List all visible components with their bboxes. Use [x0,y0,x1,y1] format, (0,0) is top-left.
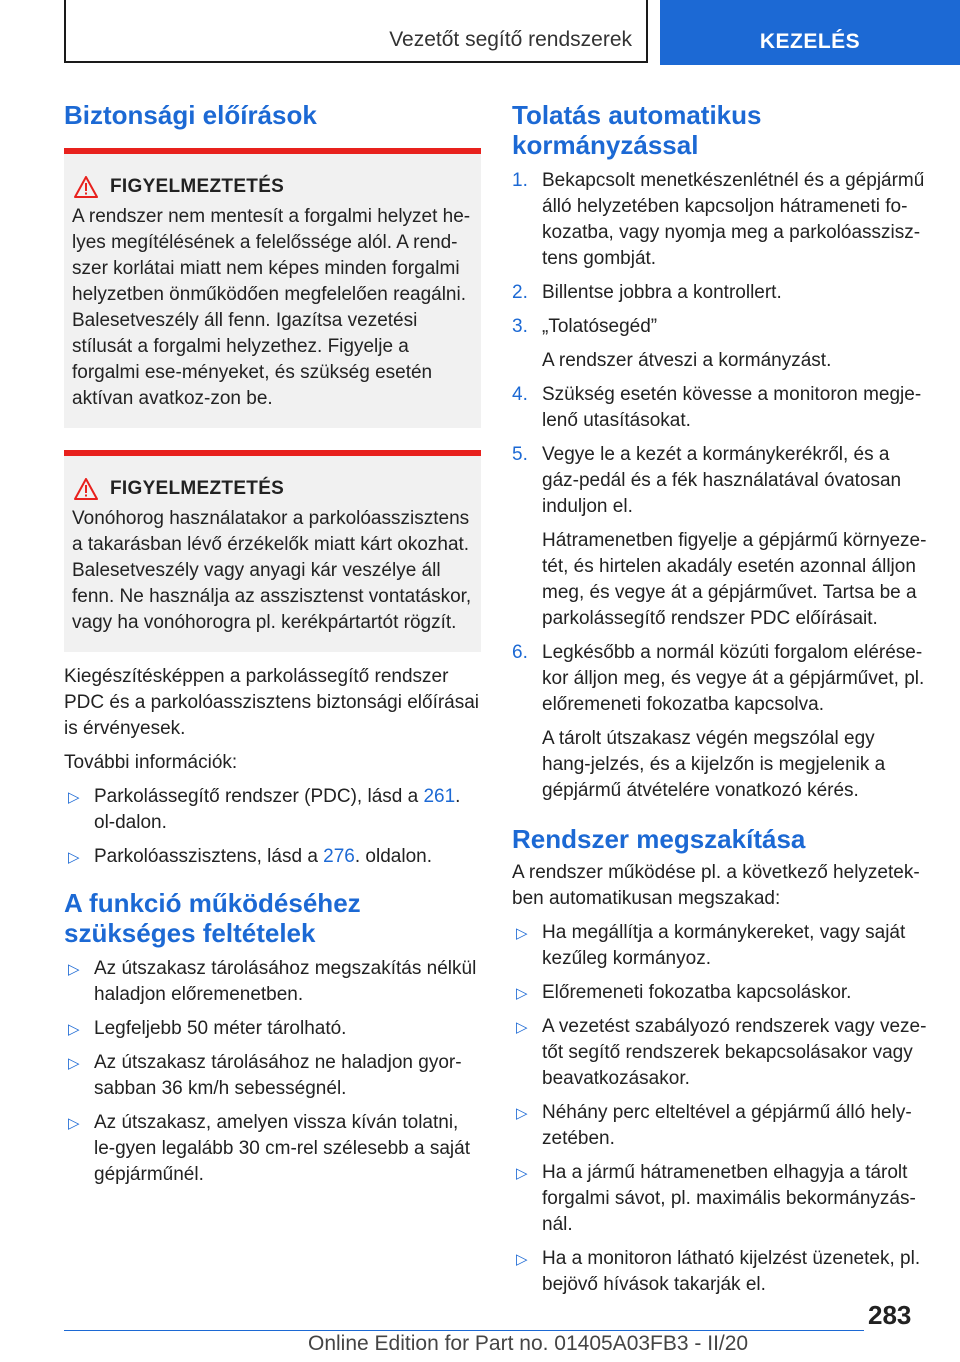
warning-body: Vonóhorog használatakor a parkolóasszisztens a takarásban lévő érzékelők miatt kárt okozhat. Balesetveszély vagy anyagi kár veszélye áll fenn. Ne használja az asszisztenst vontatáskor, vagy ha vonóhorogra pl. kerékpártartót rögzít. [72,508,472,633]
list-item [512,1246,928,1298]
step-number: 5. [512,444,528,465]
triangle-bullet-icon: ▷ [516,1105,528,1122]
list-item-text: . oldalon. [354,846,432,867]
paragraph: Kiegészítésképpen a parkolássegítő rendszer PDC és a parkolóasszisztens biztonsági előírásai is érvényesek. [64,666,480,739]
list-item [64,844,481,870]
step-note: A rendszer átveszi a kormányzást. [542,350,832,371]
step-item [512,314,928,374]
list-item-text: A vezetést szabályozó rendszerek vagy veze-tőt segítő rendszerek bekapcsolásakor vagy beavatkozásakor. [542,1016,927,1089]
list-item [64,784,481,836]
list-item-text: . ol-dalon. [94,786,461,833]
triangle-bullet-icon: ▷ [516,925,528,942]
triangle-bullet-icon: ▷ [516,1165,528,1182]
header-section-title: Vezetőt segítő rendszerek [389,28,632,51]
step-number: 2. [512,282,528,303]
list-item-text: Az útszakasz tárolásához ne haladjon gyor-sabban 36 km/h sebességnél. [94,1052,462,1099]
list-item-text: Parkolássegítő rendszer (PDC), lásd a [94,786,424,807]
warning-title-text: FIGYELMEZTETÉS [110,478,285,499]
list-item-text: Előremeneti fokozatba kapcsoláskor. [542,982,852,1003]
section-heading-reverse-assist: Tolatás automatikus kormányzással [512,100,762,160]
conditions-list [64,956,481,1188]
paragraph: A rendszer működése pl. a következő helyzetek-ben automatikusan megszakad: [512,862,920,909]
warning-body: A rendszer nem mentesít a forgalmi helyzet he-lyes megítélésének a felelőssége alól. A rend-szer korlátai miatt nem képes minden forgalmi helyzetben önműködően megfelelően reagálni. Balesetveszély áll fenn. Igazítsa vezetési stílusát a forgalmi helyzethez. Figyelje a forgalmi ese-ményeket, és szükség esetén aktívan avatkoz-zon be. [72,206,471,409]
paragraph: További információk: [64,752,238,773]
step-item [512,382,928,434]
list-item-text: Az útszakasz tárolásához megszakítás nélkül haladjon előremenetben. [94,958,477,1005]
list-item-text: Parkolóasszisztens, lásd a [94,846,324,867]
page-link-261[interactable]: 261 [423,786,456,807]
list-item-text: Legfeljebb 50 méter tárolható. [94,1018,347,1039]
list-item-text: Ha a monitoron látható kijelzést üzenetek, pl. bejövő hívások takarják el. [542,1248,921,1295]
step-number: 6. [512,642,528,663]
footer-edition: Online Edition for Part no. 01405A03FB3 - II/20 [308,1332,749,1355]
step-number: 4. [512,384,528,405]
list-item [64,956,481,1008]
triangle-bullet-icon: ▷ [516,985,528,1002]
list-item-text: Az útszakasz, amelyen vissza kíván tolatni, le-gyen legalább 30 cm-rel szélesebb a saját gépjárműnél. [94,1112,470,1185]
interruptions-list [512,920,928,1298]
section-heading-requirements: A funkció működéséhez szükséges feltételek [64,888,361,948]
step-text: Szükség esetén kövesse a monitoron megje-lenő utasításokat. [542,384,922,431]
step-item [512,640,928,804]
warning-title-text: FIGYELMEZTETÉS [110,176,285,197]
list-item [512,1100,928,1152]
list-item [512,920,928,972]
step-note: A tárolt útszakasz végén megszólal egy hang-jelzés, és a kijelzőn is megjelenik a gépjármű átvételére vonatkozó kérés. [542,728,886,801]
step-item [512,280,928,306]
step-item [512,168,928,272]
list-item [64,1016,481,1042]
warning-box [64,450,481,652]
step-item [512,442,928,632]
warning-title [110,174,473,200]
list-item [512,1014,928,1092]
warning-icon [74,176,98,198]
header-chapter-label: KEZELÉS [759,30,861,53]
list-item-text: Ha megállítja a kormánykereket, vagy saját kezűleg kormányoz. [542,922,906,969]
triangle-bullet-icon: ▷ [68,961,80,978]
section-heading-safety: Biztonsági előírások [64,100,317,130]
list-item [512,980,928,1006]
warning-box [64,148,481,428]
warning-icon [74,478,98,500]
list-item-text: Ha a jármű hátramenetben elhagyja a tárolt forgalmi sávot, pl. maximális bekormányzás-nál. [542,1162,916,1235]
triangle-bullet-icon: ▷ [68,789,80,806]
page-number: 283 [868,1300,912,1330]
header-chapter-tab[interactable] [660,0,960,65]
page-header [0,0,960,66]
list-item [512,1160,928,1238]
step-text: Legkésőbb a normál közúti forgalom elérése-kor álljon meg, és vegye át a gépjárművet, pl. előremeneti fokozatba kapcsolva. [542,642,925,715]
header-section-box [64,0,648,63]
left-column [64,100,481,1188]
section-heading-interruption: Rendszer megszakítása [512,824,806,854]
step-text: Bekapcsolt menetkészenlétnél és a gépjármű álló helyzetében kapcsoljon hátrameneti fo-kozatba, vagy nyomja meg a parkolóasszisz-tens gombját. [542,170,925,269]
step-number: 3. [512,316,528,337]
step-note: Hátramenetben figyelje a gépjármű környeze-tét, és hirtelen akadály esetén azonnal álljon meg, és vegye át a gépjárművet. Tartsa be a parkolássegítő rendszer PDC előírásait. [542,530,927,629]
triangle-bullet-icon: ▷ [516,1019,528,1036]
step-text: „Tolatósegéd” [542,316,658,337]
list-item-text: Néhány perc elteltével a gépjármű álló hely-zetében. [542,1102,912,1149]
warning-title [110,476,473,502]
triangle-bullet-icon: ▷ [68,1115,80,1132]
step-text: Vegye le a kezét a kormánykerékről, és a gáz-pedál és a fék használatával óvatosan induljon el. [542,444,902,517]
triangle-bullet-icon: ▷ [68,1055,80,1072]
page-link-276[interactable]: 276 [323,846,355,867]
reference-list [64,784,481,870]
list-item [64,1050,481,1102]
step-text: Billentse jobbra a kontrollert. [542,282,782,303]
right-column [512,100,928,1298]
step-number: 1. [512,170,528,191]
list-item [64,1110,481,1188]
footer-divider [64,1330,864,1331]
steps-list [512,168,928,804]
triangle-bullet-icon: ▷ [68,849,80,866]
triangle-bullet-icon: ▷ [516,1251,528,1268]
triangle-bullet-icon: ▷ [68,1021,80,1038]
